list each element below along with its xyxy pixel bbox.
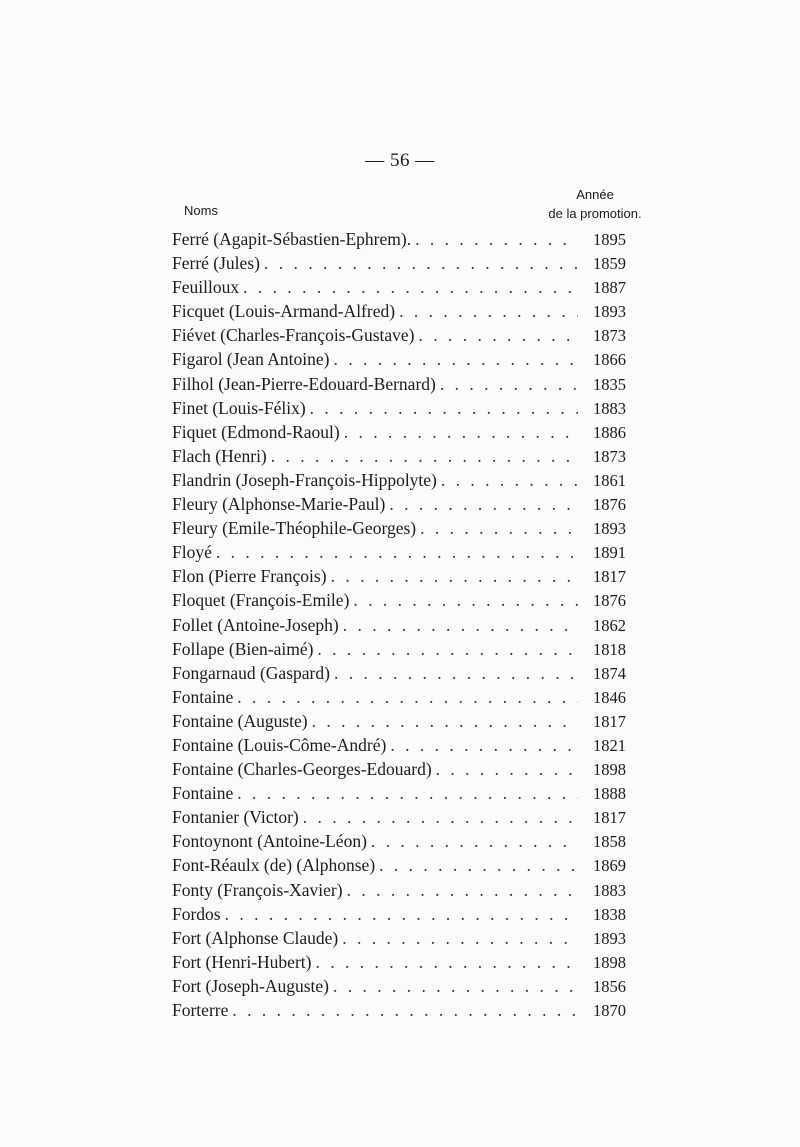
entry-year: 1817	[593, 808, 626, 828]
entry-name: Fontanier (Victor)	[172, 807, 299, 828]
entry-name: Fonty (François-Xavier)	[172, 879, 343, 900]
dot-leader	[347, 880, 578, 901]
list-item	[172, 470, 626, 494]
dot-leader	[232, 1000, 578, 1021]
column-header-year	[520, 185, 670, 223]
entry-name: Ferré (Jules)	[172, 253, 260, 274]
dot-leader	[399, 301, 578, 322]
entry-name: Feuilloux	[172, 277, 240, 298]
list-item	[172, 253, 626, 277]
entry-year: 1873	[593, 446, 626, 466]
list-item	[172, 663, 626, 687]
dot-leader	[334, 663, 578, 684]
entry-name: Fontaine (Charles-Georges-Edouard)	[172, 759, 432, 780]
dot-leader	[237, 783, 578, 804]
entry-year: 1861	[593, 470, 626, 490]
list-item	[172, 229, 626, 253]
entry-year: 1869	[593, 856, 626, 876]
dot-leader	[237, 687, 578, 708]
dot-leader	[333, 349, 578, 370]
list-item	[172, 566, 626, 590]
dot-leader	[331, 566, 578, 587]
entry-year: 1895	[593, 230, 626, 249]
entry-year: 1866	[593, 350, 626, 370]
entry-name: Forterre	[172, 1000, 229, 1020]
entry-name: Finet (Louis-Félix)	[172, 397, 306, 418]
dot-leader	[389, 494, 578, 515]
entry-list	[172, 229, 626, 1024]
entry-year: 1821	[593, 735, 626, 755]
entry-name: Fordos	[172, 903, 221, 924]
dot-leader	[225, 904, 578, 925]
entry-year: 1893	[593, 302, 626, 322]
entry-year: 1883	[593, 880, 626, 900]
dot-leader	[312, 711, 578, 732]
entry-name: Filhol (Jean-Pierre-Edouard-Bernard)	[172, 373, 436, 394]
entry-name: Fiévet (Charles-François-Gustave)	[172, 325, 415, 346]
entry-year: 1818	[593, 639, 626, 659]
list-item	[172, 374, 626, 398]
dot-leader	[441, 470, 578, 491]
column-header-names: Noms	[184, 203, 218, 218]
dot-leader	[343, 615, 578, 636]
entry-year: 1862	[593, 615, 626, 635]
list-item	[172, 783, 626, 807]
entry-name: Fleury (Alphonse-Marie-Paul)	[172, 494, 386, 515]
page-number: — 56 —	[365, 150, 435, 171]
dot-leader	[264, 253, 578, 274]
list-item	[172, 735, 626, 759]
list-item	[172, 928, 626, 952]
entry-year: 1893	[593, 519, 626, 539]
list-item	[172, 831, 626, 855]
entry-name: Figarol (Jean Antoine)	[172, 349, 330, 370]
entry-name: Ficquet (Louis-Armand-Alfred)	[172, 301, 396, 322]
entry-name: Fontaine (Louis-Côme-André)	[172, 734, 387, 755]
list-item	[172, 639, 626, 663]
list-item	[172, 349, 626, 373]
list-item	[172, 807, 626, 831]
entry-year: 1838	[593, 904, 626, 924]
entry-name: Ferré (Agapit-Sébastien-Ephrem).	[172, 229, 412, 249]
list-item	[172, 422, 626, 446]
list-item	[172, 518, 626, 542]
entry-name: Fontoynont (Antoine-Léon)	[172, 831, 367, 852]
dot-leader	[333, 976, 578, 997]
entry-year: 1891	[593, 543, 626, 563]
entry-name: Fontaine (Auguste)	[172, 710, 308, 731]
dot-leader	[353, 590, 578, 611]
dot-leader	[303, 807, 578, 828]
entry-name: Follape (Bien-aimé)	[172, 638, 314, 659]
entry-year: 1858	[593, 832, 626, 852]
entry-year: 1859	[593, 254, 626, 274]
dot-leader	[310, 398, 578, 419]
entry-name: Font-Réaulx (de) (Alphonse)	[172, 855, 376, 876]
entry-year: 1886	[593, 422, 626, 442]
list-item	[172, 615, 626, 639]
entry-year: 1887	[593, 278, 626, 298]
entry-year: 1876	[593, 495, 626, 515]
dot-leader	[243, 277, 578, 298]
column-header-year-line1: Année	[576, 187, 614, 202]
entry-name: Fort (Henri-Hubert)	[172, 951, 312, 972]
entry-name: Fontaine	[172, 686, 234, 707]
entry-name: Flandrin (Joseph-François-Hippolyte)	[172, 469, 437, 490]
dot-leader	[317, 639, 578, 660]
entry-name: Flach (Henri)	[172, 445, 267, 466]
dot-leader	[342, 928, 578, 949]
list-item	[172, 759, 626, 783]
entry-year: 1888	[593, 784, 626, 804]
entry-year: 1835	[593, 374, 626, 394]
list-item	[172, 325, 626, 349]
entry-year: 1898	[593, 952, 626, 972]
entry-name: Fiquet (Edmond-Raoul)	[172, 421, 340, 442]
list-item	[172, 590, 626, 614]
entry-year: 1856	[593, 976, 626, 996]
list-item	[172, 277, 626, 301]
dot-leader	[436, 759, 578, 780]
entry-name: Fleury (Emile-Théophile-Georges)	[172, 518, 417, 539]
dot-leader	[379, 855, 578, 876]
dot-leader	[371, 831, 578, 852]
list-item	[172, 542, 626, 566]
entry-year: 1876	[593, 591, 626, 611]
list-item	[172, 952, 626, 976]
entry-name: Follet (Antoine-Joseph)	[172, 614, 339, 635]
dot-leader	[419, 325, 579, 346]
list-item	[172, 687, 626, 711]
entry-year: 1846	[593, 687, 626, 707]
dot-leader	[420, 518, 578, 539]
dot-leader	[271, 446, 578, 467]
dot-leader	[415, 229, 578, 250]
dot-leader	[315, 952, 578, 973]
entry-name: Fontaine	[172, 783, 234, 804]
list-item	[172, 398, 626, 422]
list-item	[172, 855, 626, 879]
list-item	[172, 904, 626, 928]
list-item	[172, 446, 626, 470]
list-item	[172, 976, 626, 1000]
dot-leader	[216, 542, 578, 563]
column-header-year-line2: de la promotion.	[548, 206, 642, 221]
list-item	[172, 1000, 626, 1024]
entry-name: Floquet (François-Emile)	[172, 590, 350, 611]
entry-name: Fort (Alphonse Claude)	[172, 927, 339, 948]
entry-name: Flon (Pierre François)	[172, 566, 327, 587]
dot-leader	[440, 374, 578, 395]
list-item	[172, 301, 626, 325]
list-item	[172, 494, 626, 518]
entry-year: 1873	[593, 326, 626, 346]
entry-name: Fongarnaud (Gaspard)	[172, 662, 330, 683]
entry-year: 1870	[593, 1001, 626, 1020]
entry-year: 1893	[593, 928, 626, 948]
dot-leader	[390, 735, 578, 756]
entry-name: Fort (Joseph-Auguste)	[172, 975, 329, 996]
dot-leader	[344, 422, 578, 443]
entry-year: 1898	[593, 760, 626, 780]
list-item	[172, 711, 626, 735]
entry-year: 1817	[593, 711, 626, 731]
entry-year: 1817	[593, 567, 626, 587]
list-item	[172, 880, 626, 904]
entry-name: Floyé	[172, 542, 212, 563]
entry-year: 1874	[593, 663, 626, 683]
entry-year: 1883	[593, 398, 626, 418]
